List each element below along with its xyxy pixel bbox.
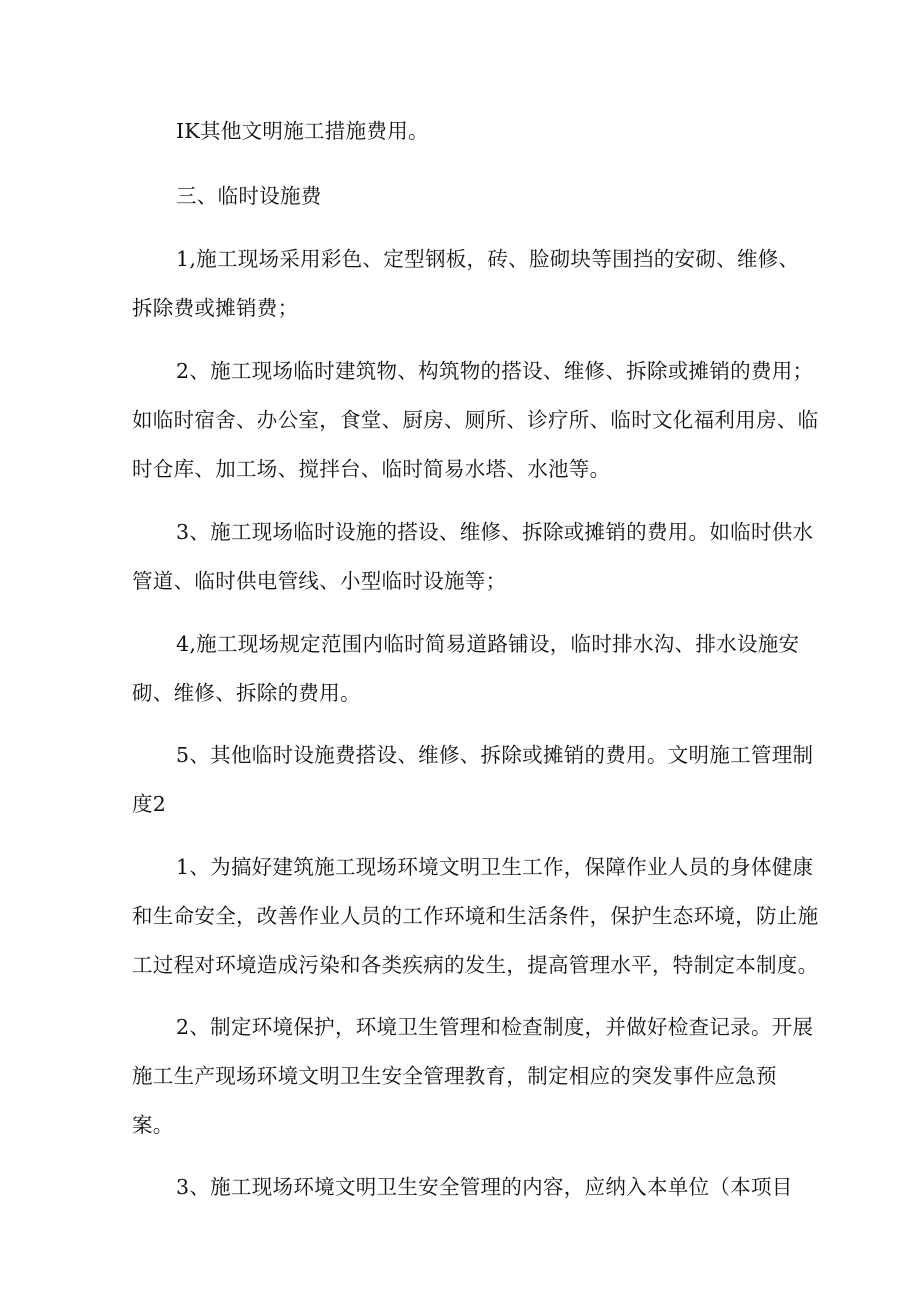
text-line-20: 3、施工现场环境文明卫生安全管理的内容，应纳入本单位（本项目 [176,1175,793,1199]
text-line-14: 1、为搞好建筑施工现场环境文明卫生工作，保障作业人员的身体健康 [176,855,814,879]
text-line-17: 2、制定环境保护，环境卫生管理和检查制度，并做好检查记录。开展 [176,1015,814,1039]
text-line-12: 5、其他临时设施费搭设、维修、拆除或摊销的费用。文明施工管理制 [176,743,814,767]
text-line-10: 4,施工现场规定范围内临时简易道路铺设，临时排水沟、排水设施安 [176,632,800,656]
text-line-8: 3、施工现场临时设施的搭设、维修、拆除或摊销的费用。如临时供水 [176,520,814,544]
text-line-5: 2、施工现场临时建筑物、构筑物的搭设、维修、拆除或摊销的费用； [176,359,814,383]
text-line-16: 工过程对环境造成污染和各类疾病的发生，提高管理水平，特制定本制度。 [132,953,819,977]
text-line-15: 和生命安全，改善作业人员的工作环境和生活条件，保护生态环境，防止施 [132,904,819,928]
text-line-9: 管道、临时供电管线、小型临时设施等； [132,569,507,593]
text-line-11: 砌、维修、拆除的费用。 [132,681,361,705]
text-line-13: 度2 [132,792,167,816]
text-line-18: 施工生产现场环境文明卫生安全管理教育，制定相应的突发事件应急预 [132,1064,777,1088]
text-line-3: 1,施工现场采用彩色、定型钢板，砖、脸砌块等围挡的安砌、维修、 [176,247,800,271]
text-line-7: 时仓库、加工场、搅拌台、临时简易水塔、水池等。 [132,457,611,481]
text-line-6: 如临时宿舍、办公室，食堂、厨房、厕所、诊疗所、临时文化福利用房、临 [132,408,819,432]
text-line-1: IK其他文明施工措施费用。 [176,119,429,143]
text-line-4: 拆除费或摊销费； [132,296,299,320]
section-heading: 三、临时设施费 [176,184,322,208]
text-line-19: 案。 [132,1113,174,1137]
